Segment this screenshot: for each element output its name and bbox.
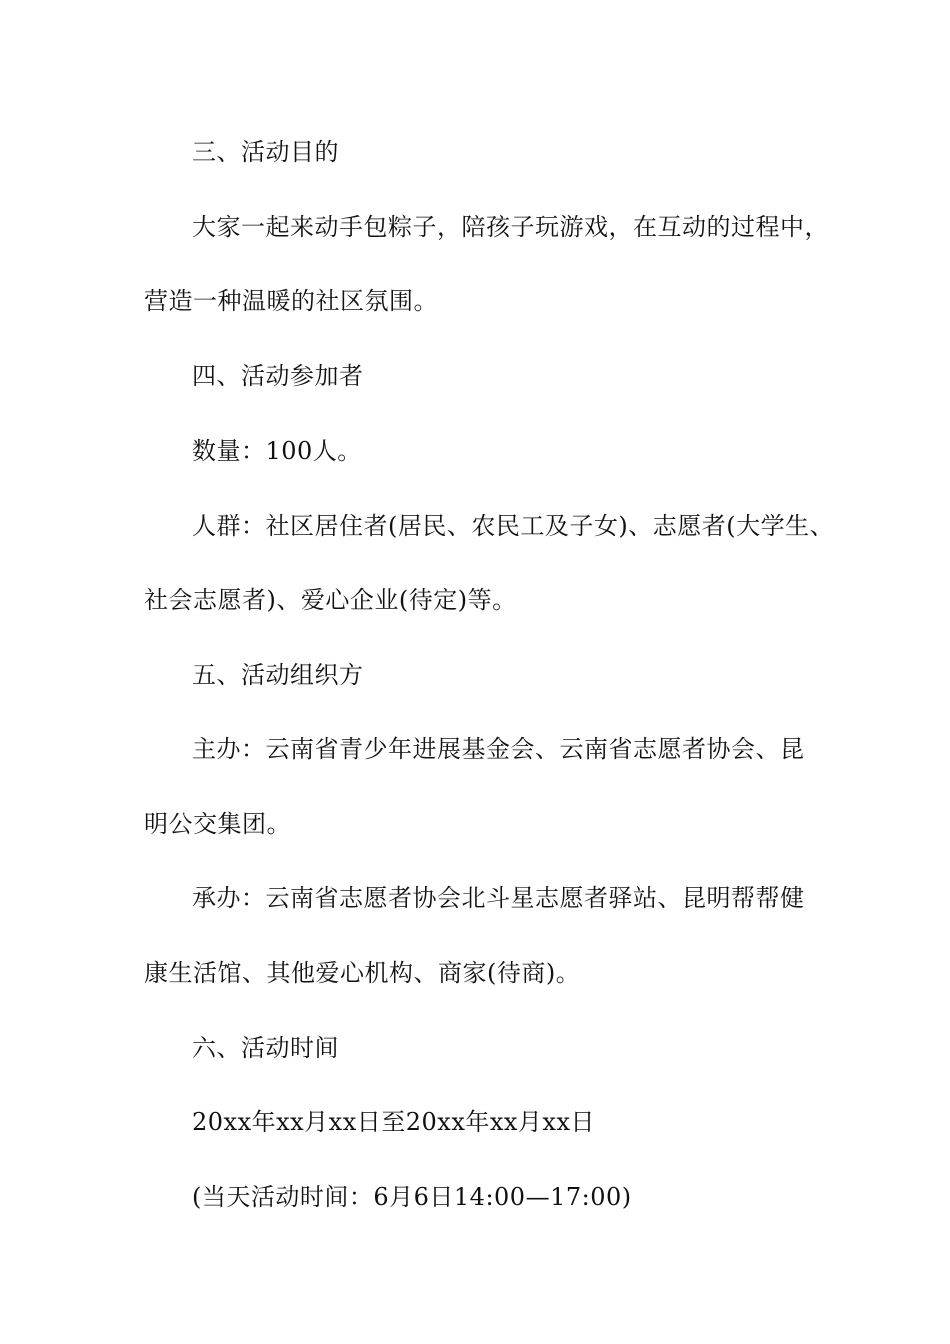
paragraph-line: 主办：云南省青少年进展基金会、云南省志愿者协会、昆 <box>192 735 805 763</box>
section-heading-time: 六、活动时间 <box>192 1034 339 1062</box>
section-heading-participants: 四、活动参加者 <box>192 362 364 390</box>
section-heading-purpose: 三、活动目的 <box>192 138 339 166</box>
paragraph-line: 数量：100人。 <box>192 437 362 465</box>
paragraph-line: 20xx年xx月xx日至20xx年xx月xx日 <box>192 1108 595 1136</box>
paragraph-line: 大家一起来动手包粽子，陪孩子玩游戏，在互动的过程中， <box>192 213 829 241</box>
paragraph-line: (当天活动时间：6月6日14:00—17:00) <box>192 1183 632 1211</box>
section-heading-organizers: 五、活动组织方 <box>192 661 364 689</box>
paragraph-line: 明公交集团。 <box>144 810 291 838</box>
paragraph-line: 承办：云南省志愿者协会北斗星志愿者驿站、昆明帮帮健 <box>192 884 805 912</box>
paragraph-line: 人群：社区居住者(居民、农民工及子女)、志愿者(大学生、 <box>192 512 835 540</box>
paragraph-line: 社会志愿者)、爱心企业(待定)等。 <box>144 586 517 614</box>
paragraph-line: 康生活馆、其他爱心机构、商家(待商)。 <box>144 959 581 987</box>
paragraph-line: 营造一种温暖的社区氛围。 <box>144 287 438 315</box>
